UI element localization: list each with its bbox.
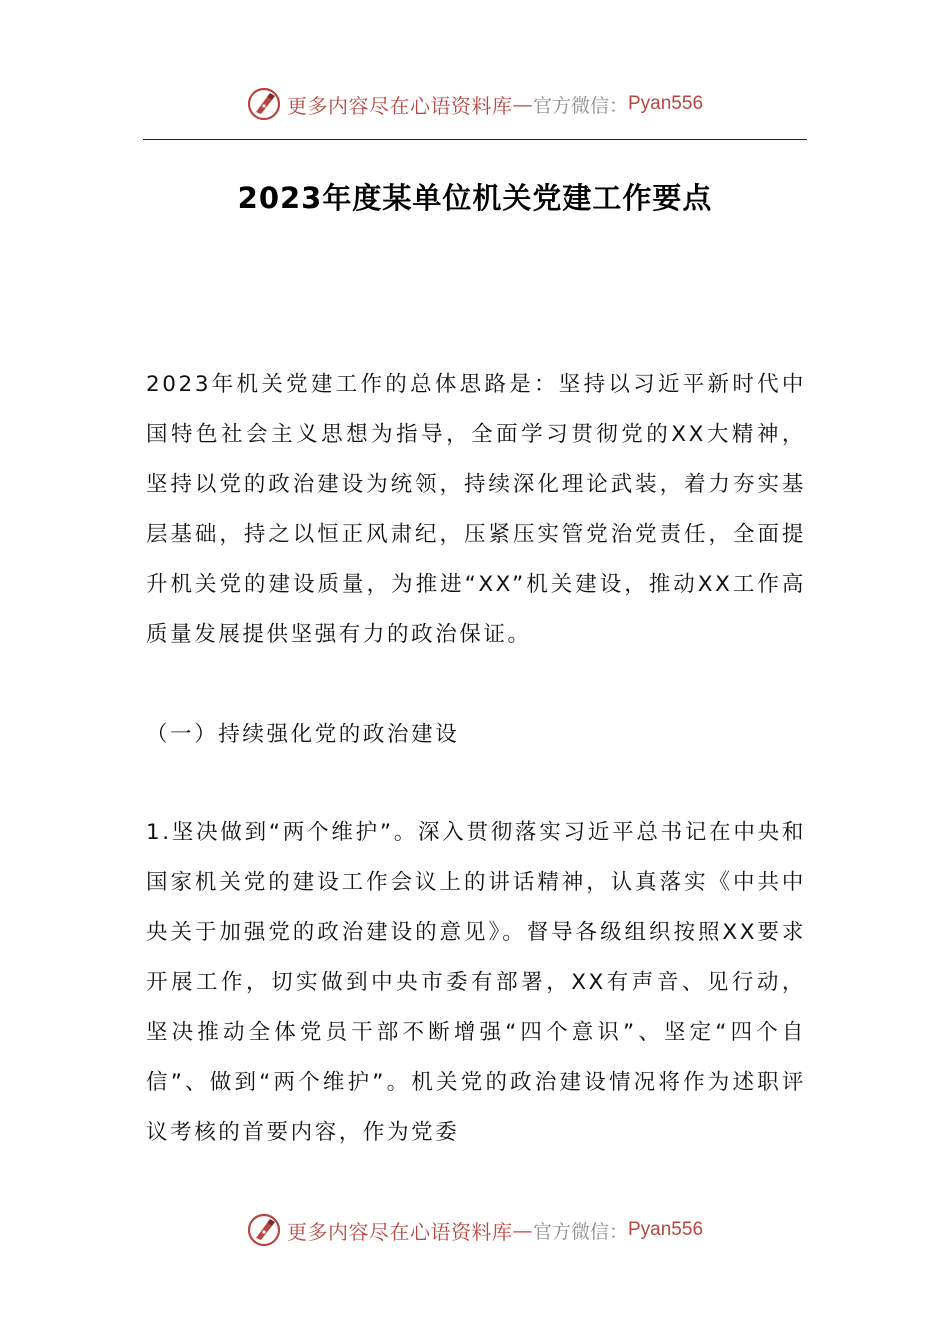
document-title: 2023年度某单位机关党建工作要点 bbox=[237, 181, 713, 215]
banner-wechat-label: 官方微信： bbox=[532, 94, 628, 117]
header-watermark-banner bbox=[0, 84, 950, 124]
banner-site-text: 更多内容尽在心语资料库 bbox=[286, 93, 513, 118]
pen-nib-logo-icon bbox=[247, 87, 281, 121]
banner-separator: — bbox=[512, 1218, 533, 1242]
banner-wechat-label: 官方微信： bbox=[532, 1220, 628, 1243]
item-paragraph: 1.坚决做到“两个维护”。深入贯彻落实习近平总书记在中央和国家机关党的建设工作会议上的讲话精神，认真落实《中共中央关于加强党的政治建设的意见》。督导各级组织按照XX要求开展工作，切实做到中央市委有部署，XX有声音、见行动，坚决推动全体党员干部不断增强“四个意识”、坚定“四个自信”、做到“两个维护”。机关党的政治建设情况将作为述职评议考核的首要内容，作为党委 bbox=[146, 820, 806, 1145]
footer-watermark-banner bbox=[0, 1210, 950, 1250]
section-heading: （一）持续强化党的政治建设 bbox=[146, 722, 460, 747]
banner-separator: — bbox=[512, 92, 533, 116]
banner-wechat-id: Pyan556 bbox=[628, 1219, 704, 1240]
header-divider bbox=[143, 139, 807, 140]
banner-wechat-id: Pyan556 bbox=[628, 93, 704, 114]
pen-nib-logo-icon bbox=[247, 1213, 281, 1247]
banner-site-text: 更多内容尽在心语资料库 bbox=[286, 1219, 513, 1244]
intro-paragraph: 2023年机关党建工作的总体思路是：坚持以习近平新时代中国特色社会主义思想为指导，全面学习贯彻党的XX大精神，坚持以党的政治建设为统领，持续深化理论武装，着力夯实基层基础，持之以恒正风肃纪，压紧压实管党治党责任，全面提升机关党的建设质量，为推进“XX”机关建设，推动XX工作高质量发展提供坚强有力的政治保证。 bbox=[146, 372, 806, 647]
